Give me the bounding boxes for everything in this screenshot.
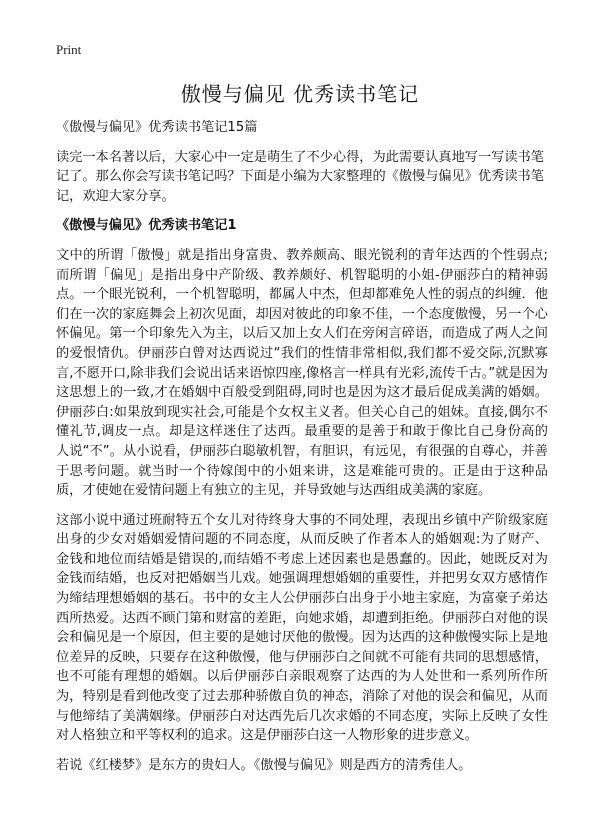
document-subtitle: 《傲慢与偏见》优秀读书笔记15篇	[56, 120, 258, 135]
body-paragraph-3: 若说《红楼梦》是东方的贵妇人。《傲慢与偏见》则是西方的清秀佳人。	[56, 757, 472, 773]
intro-paragraph: 读完一本名著以后，大家心中一定是萌生了不少心得，为此需要认真地写一写读书笔记了。那么你会写读书笔记吗？下面是小编为大家整理的《傲慢与偏见》优秀读书笔记，欢迎大家分享。	[56, 149, 544, 204]
page-title: 傲慢与偏见 优秀读书笔记	[180, 82, 420, 106]
section-heading: 《傲慢与偏见》优秀读书笔记1	[56, 218, 237, 234]
print-label: Print	[56, 42, 82, 57]
body-paragraph-2: 这部小说中通过班耐特五个女儿对待终身大事的不同处理，表现出乡镇中产阶级家庭出身的少女对婚姻爱情问题的不同态度，从而反映了作者本人的婚姻观:为了财产、金钱和地位而结婚是错误的,而结婚不考虑上述因素也是愚蠢的。因此，她既反对为金钱而结婚，也反对把婚姻当儿戏。她强调理想婚姻的重要性，并把男女双方感情作为缔结理想婚姻的基石。书中的女主人公伊丽莎白出身于小地主家庭，为富豪子弟达西所热爱。达西不顾门第和财富的差距，向她求婚，却遭到拒绝。伊丽莎白对他的误会和偏见是一个原因，但主要的是她讨厌他的傲慢。因为达西的这种傲慢实际上是地位差异的反映，只要存在这种傲慢，他与伊丽莎白之间就不可能有共同的思想感情，也不可能有理想的婚姻。以后伊丽莎白亲眼观察了达西的为人处世和一系列所作所为，特别是看到他改变了过去那种骄傲自负的神态，消除了对他的误会和偏见，从而与他缔结了美满姻缘。伊丽莎白对达西先后几次求婚的不同态度，实际上反映了女性对人格独立和平等权利的追求。这是伊丽莎白这一人物形象的进步意义。	[56, 512, 548, 744]
body-paragraph-1: 文中的所谓「傲慢」就是指出身富贵、教养颇高、眼光锐利的青年达西的个性弱点;而所谓「偏见」是指出身中产阶级、教养颇好、机智聪明的小姐-伊丽莎白的精神弱点。一个眼光锐利，一个机智聪明，都属人中杰，但却都难免人性的弱点的纠缠．他们在一次的家庭舞会上初次见面，却因对彼此的印象不佳，一个态度傲慢，另一个心怀偏见。第一个印象先入为主，以后又加上女人们在旁闲言碎语，而造成了两人之间的爱恨情仇。伊丽莎白曾对达西说过“我们的性情非常相似,我们都不爱交际,沉默寡言,不愿开口,除非我们会说出话来语惊四座,像格言一样具有光彩,流传千古。”就是因为这思想上的一致,才在婚姻中百般受到阻碍,同时也是因为这才最后促成美满的婚姻。伊丽莎白:如果放到现实社会,可能是个女权主义者。但关心自己的姐妹。直接,偶尔不懂礼节,调皮一点。却是这样迷住了达西。最重要的是善于和敢于像比自己身份高的人说“不”。从小说看，伊丽莎白聪敏机智，有胆识，有远见，有很强的自尊心，并善于思考问题。就当时一个待嫁闺中的小姐来讲，这是难能可贵的。正是由于这种品质，才使她在爱情问题上有独立的主见，并导致她与达西组成美满的家庭。	[56, 247, 548, 499]
document-body	[56, 118, 548, 785]
